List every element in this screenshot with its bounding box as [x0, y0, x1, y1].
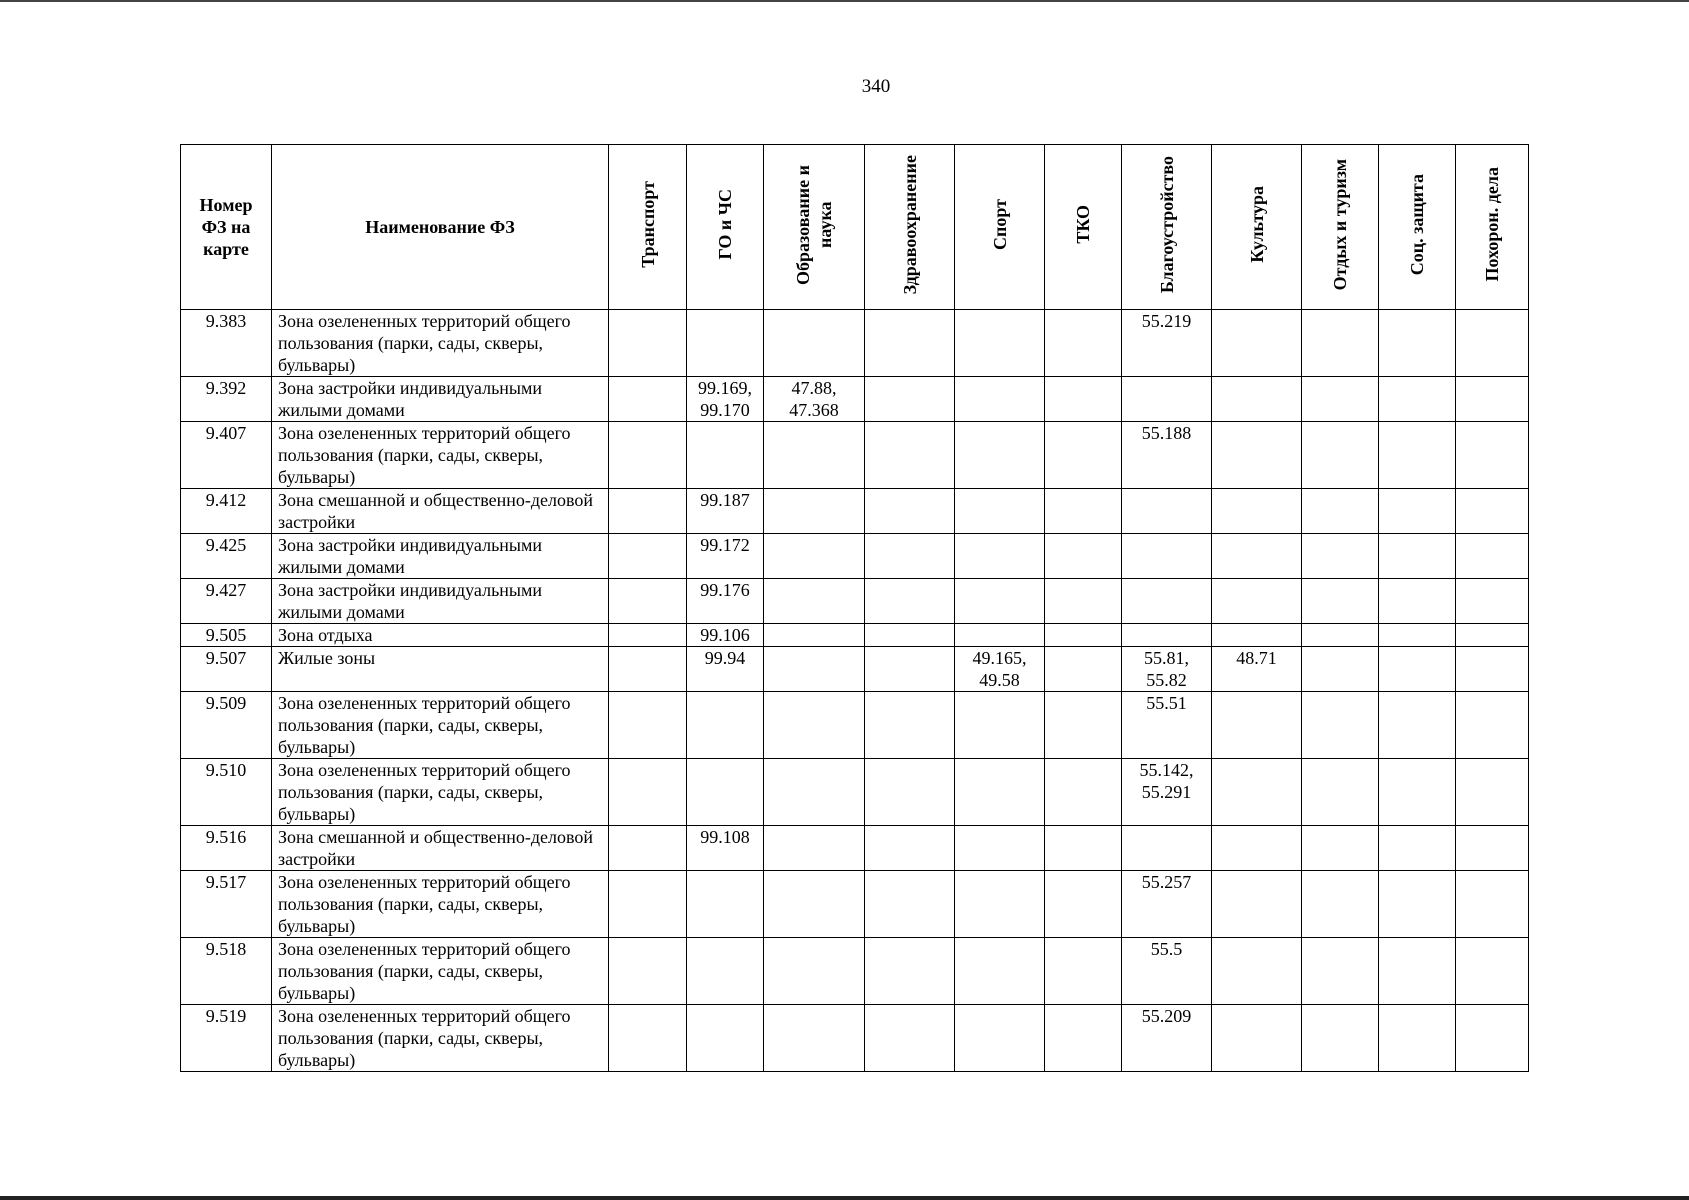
- cell-blag: 55.142, 55.291: [1122, 759, 1212, 826]
- column-header-funeral: [1456, 145, 1529, 310]
- cell-transport: [609, 624, 687, 647]
- cell-soc: [1379, 534, 1456, 579]
- cell-soc: [1379, 422, 1456, 489]
- table-row: [181, 938, 1529, 1005]
- column-header-label: Транспорт: [637, 181, 658, 268]
- column-header-soc: [1379, 145, 1456, 310]
- cell-go: 99.176: [687, 579, 764, 624]
- table-row: [181, 377, 1529, 422]
- cell-blag: [1122, 534, 1212, 579]
- cell-health: [865, 489, 955, 534]
- cell-cult: [1212, 579, 1302, 624]
- column-header-label: Номер ФЗ на карте: [199, 195, 253, 259]
- cell-sport: [955, 489, 1045, 534]
- cell-funeral: [1456, 377, 1529, 422]
- cell-transport: [609, 692, 687, 759]
- cell-blag: [1122, 579, 1212, 624]
- column-header-transport: [609, 145, 687, 310]
- cell-health: [865, 692, 955, 759]
- cell-edu: [764, 647, 865, 692]
- cell-num: 9.509: [181, 692, 272, 759]
- cell-name: Зона озелененных территорий общего пользования (парки, сады, скверы, бульвары): [272, 310, 609, 377]
- table-row: [181, 534, 1529, 579]
- cell-cult: [1212, 422, 1302, 489]
- cell-rest: [1302, 624, 1379, 647]
- cell-edu: [764, 826, 865, 871]
- cell-blag: 55.81, 55.82: [1122, 647, 1212, 692]
- column-header-health: [865, 145, 955, 310]
- table-row: [181, 692, 1529, 759]
- cell-edu: [764, 534, 865, 579]
- column-header-num: [181, 145, 272, 310]
- cell-go: [687, 422, 764, 489]
- cell-funeral: [1456, 647, 1529, 692]
- cell-health: [865, 1005, 955, 1072]
- column-header-label: Культура: [1246, 186, 1267, 263]
- cell-funeral: [1456, 871, 1529, 938]
- cell-tko: [1045, 826, 1122, 871]
- column-header-label: ТКО: [1073, 205, 1093, 244]
- column-header-label: Отдых и туризм: [1330, 158, 1350, 291]
- cell-funeral: [1456, 938, 1529, 1005]
- cell-go: [687, 692, 764, 759]
- cell-transport: [609, 826, 687, 871]
- cell-go: [687, 871, 764, 938]
- cell-edu: [764, 692, 865, 759]
- column-header-tko: [1045, 145, 1122, 310]
- cell-name: Зона застройки индивидуальными жилыми домами: [272, 579, 609, 624]
- cell-name: Зона застройки индивидуальными жилыми домами: [272, 377, 609, 422]
- page-number: 340: [861, 76, 891, 97]
- cell-soc: [1379, 938, 1456, 1005]
- cell-funeral: [1456, 759, 1529, 826]
- cell-sport: [955, 826, 1045, 871]
- cell-transport: [609, 579, 687, 624]
- cell-soc: [1379, 826, 1456, 871]
- cell-num: 9.407: [181, 422, 272, 489]
- cell-go: 99.94: [687, 647, 764, 692]
- cell-cult: 48.71: [1212, 647, 1302, 692]
- cell-tko: [1045, 579, 1122, 624]
- cell-funeral: [1456, 422, 1529, 489]
- column-header-label: Похорон. дела: [1482, 167, 1502, 282]
- cell-cult: [1212, 489, 1302, 534]
- cell-num: 9.516: [181, 826, 272, 871]
- table-row: [181, 422, 1529, 489]
- cell-go: 99.172: [687, 534, 764, 579]
- cell-name: Зона озелененных территорий общего пользования (парки, сады, скверы, бульвары): [272, 759, 609, 826]
- cell-rest: [1302, 579, 1379, 624]
- cell-funeral: [1456, 1005, 1529, 1072]
- cell-tko: [1045, 871, 1122, 938]
- cell-cult: [1212, 826, 1302, 871]
- cell-rest: [1302, 489, 1379, 534]
- cell-tko: [1045, 377, 1122, 422]
- cell-sport: [955, 938, 1045, 1005]
- cell-soc: [1379, 377, 1456, 422]
- table-row: [181, 624, 1529, 647]
- column-header-label: Соц. защита: [1407, 173, 1427, 276]
- cell-health: [865, 759, 955, 826]
- cell-name: Зона озелененных территорий общего пользования (парки, сады, скверы, бульвары): [272, 871, 609, 938]
- cell-soc: [1379, 871, 1456, 938]
- cell-cult: [1212, 759, 1302, 826]
- cell-rest: [1302, 377, 1379, 422]
- cell-name: Зона озелененных территорий общего пользования (парки, сады, скверы, бульвары): [272, 1005, 609, 1072]
- cell-funeral: [1456, 579, 1529, 624]
- cell-health: [865, 310, 955, 377]
- cell-sport: [955, 692, 1045, 759]
- cell-go: 99.169, 99.170: [687, 377, 764, 422]
- cell-soc: [1379, 579, 1456, 624]
- cell-transport: [609, 1005, 687, 1072]
- cell-name: Жилые зоны: [272, 647, 609, 692]
- cell-edu: [764, 310, 865, 377]
- cell-health: [865, 624, 955, 647]
- cell-go: 99.187: [687, 489, 764, 534]
- cell-sport: 49.165, 49.58: [955, 647, 1045, 692]
- cell-sport: [955, 871, 1045, 938]
- cell-transport: [609, 422, 687, 489]
- column-header-edu: [764, 145, 865, 310]
- cell-blag: 55.5: [1122, 938, 1212, 1005]
- cell-blag: [1122, 377, 1212, 422]
- cell-cult: [1212, 692, 1302, 759]
- cell-cult: [1212, 377, 1302, 422]
- cell-cult: [1212, 534, 1302, 579]
- column-header-label: ГО и ЧС: [715, 189, 735, 260]
- cell-num: 9.427: [181, 579, 272, 624]
- column-header-label: Спорт: [989, 199, 1010, 250]
- cell-transport: [609, 377, 687, 422]
- cell-edu: [764, 871, 865, 938]
- column-header-sport: [955, 145, 1045, 310]
- table-row: [181, 647, 1529, 692]
- cell-soc: [1379, 1005, 1456, 1072]
- cell-tko: [1045, 422, 1122, 489]
- cell-soc: [1379, 624, 1456, 647]
- cell-go: [687, 759, 764, 826]
- table-row: [181, 826, 1529, 871]
- cell-rest: [1302, 759, 1379, 826]
- cell-blag: [1122, 826, 1212, 871]
- table-header: [181, 145, 1529, 310]
- cell-rest: [1302, 1005, 1379, 1072]
- cell-health: [865, 422, 955, 489]
- cell-go: [687, 938, 764, 1005]
- column-header-cult: [1212, 145, 1302, 310]
- cell-go: 99.108: [687, 826, 764, 871]
- cell-edu: [764, 422, 865, 489]
- cell-cult: [1212, 1005, 1302, 1072]
- table-row: [181, 489, 1529, 534]
- cell-sport: [955, 422, 1045, 489]
- cell-soc: [1379, 647, 1456, 692]
- cell-num: 9.518: [181, 938, 272, 1005]
- zones-table: [180, 144, 1529, 1072]
- cell-sport: [955, 310, 1045, 377]
- cell-name: Зона озелененных территорий общего пользования (парки, сады, скверы, бульвары): [272, 938, 609, 1005]
- cell-funeral: [1456, 489, 1529, 534]
- column-header-label: Образование и наука: [793, 164, 835, 285]
- cell-edu: [764, 489, 865, 534]
- column-header-go: [687, 145, 764, 310]
- cell-rest: [1302, 692, 1379, 759]
- cell-name: Зона озелененных территорий общего пользования (парки, сады, скверы, бульвары): [272, 692, 609, 759]
- cell-edu: [764, 759, 865, 826]
- cell-tko: [1045, 938, 1122, 1005]
- cell-edu: [764, 938, 865, 1005]
- cell-transport: [609, 534, 687, 579]
- cell-num: 9.517: [181, 871, 272, 938]
- cell-go: 99.106: [687, 624, 764, 647]
- column-header-label: Наименование ФЗ: [365, 217, 515, 237]
- cell-blag: 55.209: [1122, 1005, 1212, 1072]
- cell-soc: [1379, 310, 1456, 377]
- cell-health: [865, 647, 955, 692]
- cell-funeral: [1456, 624, 1529, 647]
- cell-tko: [1045, 759, 1122, 826]
- cell-transport: [609, 647, 687, 692]
- table-row: [181, 759, 1529, 826]
- cell-name: Зона озелененных территорий общего пользования (парки, сады, скверы, бульвары): [272, 422, 609, 489]
- cell-rest: [1302, 534, 1379, 579]
- scan-edge-top: [0, 0, 1689, 2]
- cell-sport: [955, 624, 1045, 647]
- cell-tko: [1045, 310, 1122, 377]
- cell-funeral: [1456, 310, 1529, 377]
- column-header-label: Благоустройство: [1156, 155, 1177, 294]
- cell-sport: [955, 1005, 1045, 1072]
- cell-rest: [1302, 422, 1379, 489]
- column-header-rest: [1302, 145, 1379, 310]
- header-row: [181, 145, 1529, 310]
- cell-rest: [1302, 647, 1379, 692]
- cell-transport: [609, 310, 687, 377]
- cell-health: [865, 377, 955, 422]
- cell-health: [865, 938, 955, 1005]
- cell-num: 9.510: [181, 759, 272, 826]
- cell-rest: [1302, 938, 1379, 1005]
- cell-funeral: [1456, 692, 1529, 759]
- cell-health: [865, 871, 955, 938]
- cell-sport: [955, 377, 1045, 422]
- cell-num: 9.519: [181, 1005, 272, 1072]
- cell-num: 9.412: [181, 489, 272, 534]
- cell-transport: [609, 759, 687, 826]
- cell-num: 9.425: [181, 534, 272, 579]
- cell-num: 9.507: [181, 647, 272, 692]
- cell-health: [865, 579, 955, 624]
- cell-sport: [955, 759, 1045, 826]
- cell-cult: [1212, 938, 1302, 1005]
- cell-name: Зона смешанной и общественно-деловой застройки: [272, 826, 609, 871]
- cell-go: [687, 310, 764, 377]
- cell-sport: [955, 534, 1045, 579]
- cell-tko: [1045, 692, 1122, 759]
- cell-soc: [1379, 692, 1456, 759]
- cell-blag: [1122, 489, 1212, 534]
- cell-name: Зона смешанной и общественно-деловой застройки: [272, 489, 609, 534]
- cell-cult: [1212, 624, 1302, 647]
- table-row: [181, 871, 1529, 938]
- cell-num: 9.392: [181, 377, 272, 422]
- cell-sport: [955, 579, 1045, 624]
- cell-edu: [764, 624, 865, 647]
- cell-soc: [1379, 489, 1456, 534]
- cell-edu: [764, 579, 865, 624]
- cell-cult: [1212, 310, 1302, 377]
- column-header-blag: [1122, 145, 1212, 310]
- cell-tko: [1045, 534, 1122, 579]
- cell-transport: [609, 489, 687, 534]
- cell-tko: [1045, 647, 1122, 692]
- cell-blag: [1122, 624, 1212, 647]
- cell-rest: [1302, 871, 1379, 938]
- cell-go: [687, 1005, 764, 1072]
- cell-blag: 55.51: [1122, 692, 1212, 759]
- cell-tko: [1045, 1005, 1122, 1072]
- table-row: [181, 310, 1529, 377]
- table-row: [181, 579, 1529, 624]
- cell-health: [865, 534, 955, 579]
- cell-name: Зона отдыха: [272, 624, 609, 647]
- table-body: [181, 310, 1529, 1072]
- column-header-label: Здравоохранение: [899, 154, 920, 295]
- cell-num: 9.383: [181, 310, 272, 377]
- cell-funeral: [1456, 826, 1529, 871]
- cell-rest: [1302, 310, 1379, 377]
- cell-blag: 55.219: [1122, 310, 1212, 377]
- cell-transport: [609, 938, 687, 1005]
- cell-funeral: [1456, 534, 1529, 579]
- cell-edu: 47.88, 47.368: [764, 377, 865, 422]
- column-header-name: [272, 145, 609, 310]
- cell-tko: [1045, 624, 1122, 647]
- cell-soc: [1379, 759, 1456, 826]
- cell-blag: 55.188: [1122, 422, 1212, 489]
- cell-num: 9.505: [181, 624, 272, 647]
- cell-rest: [1302, 826, 1379, 871]
- cell-blag: 55.257: [1122, 871, 1212, 938]
- cell-edu: [764, 1005, 865, 1072]
- cell-name: Зона застройки индивидуальными жилыми домами: [272, 534, 609, 579]
- table-row: [181, 1005, 1529, 1072]
- cell-transport: [609, 871, 687, 938]
- cell-health: [865, 826, 955, 871]
- cell-tko: [1045, 489, 1122, 534]
- scan-edge-bottom: [0, 1196, 1689, 1200]
- cell-cult: [1212, 871, 1302, 938]
